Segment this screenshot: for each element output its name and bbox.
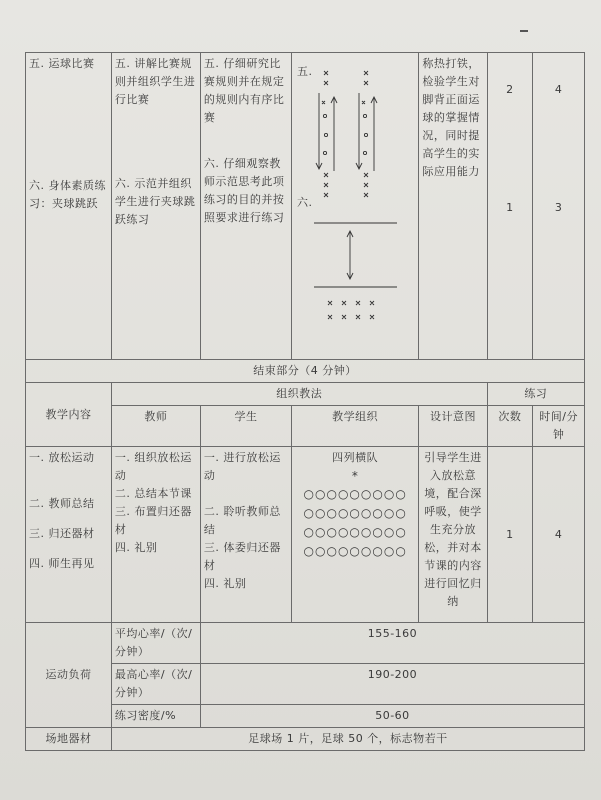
drill-row xyxy=(26,53,585,360)
venue-row xyxy=(26,728,585,751)
teacher-cell xyxy=(111,447,200,623)
load-metric-name: 练习密度/% xyxy=(111,705,200,728)
student-item: 三. 体委归还器材 xyxy=(203,541,281,572)
teacher-item: 四. 礼别 xyxy=(114,541,158,554)
header-teacher: 教师 xyxy=(111,406,200,447)
load-label: 运动负荷 xyxy=(26,623,112,728)
header-content: 教学内容 xyxy=(26,383,112,447)
count-value: 2 xyxy=(506,83,514,96)
student-cell xyxy=(200,53,291,360)
content-item: 四. 师生再见 xyxy=(29,557,95,570)
count-value: 1 xyxy=(487,447,533,623)
section-title: 结束部分（4 分钟） xyxy=(26,360,585,383)
closing-row xyxy=(26,447,585,623)
lesson-plan-table xyxy=(25,52,585,751)
formation-row: ○○○○○○○○○ xyxy=(303,525,407,539)
load-row xyxy=(26,623,585,664)
header-intent: 设计意图 xyxy=(419,406,487,447)
student-item: 四. 礼别 xyxy=(203,577,247,590)
header-student: 学生 xyxy=(200,406,291,447)
student-cell xyxy=(200,447,291,623)
venue-label: 场地器材 xyxy=(26,728,112,751)
time-value: 4 xyxy=(533,447,585,623)
teacher-item: 一. 组织放松运动 xyxy=(114,451,192,482)
dribble-drill-diagram xyxy=(316,71,377,197)
design-intent-text: 引导学生进入放松意境，配合深呼吸，使学生充分放松，并对本节课的内容进行回忆归纳 xyxy=(424,451,482,608)
teacher-cell xyxy=(111,53,200,360)
pen-mark xyxy=(520,30,528,32)
section-title-row xyxy=(26,360,585,383)
header-time: 时间/分钟 xyxy=(533,406,585,447)
jump-drill-diagram xyxy=(314,223,397,319)
count-cell xyxy=(487,53,533,360)
student-item: 二. 聆听教师总结 xyxy=(203,505,281,536)
organization-cell xyxy=(292,447,419,623)
load-metric-name: 平均心率/（次/分钟） xyxy=(111,623,200,664)
student-item: 一. 进行放松运动 xyxy=(203,451,281,482)
formation-title: 四列横队 xyxy=(332,451,379,464)
content-item: 六. 身体素质练习：夹球跳跃 xyxy=(29,179,106,210)
student-item: 五. 仔细研究比赛规则并在规定的规则内有序比赛 xyxy=(203,57,285,124)
diagram-label: 六. xyxy=(297,196,313,209)
teacher-position-star: * xyxy=(351,469,359,483)
teacher-item: 三. 布置归还器材 xyxy=(114,505,192,536)
content-item: 三. 归还器材 xyxy=(29,527,95,540)
count-value: 1 xyxy=(506,201,514,214)
design-intent-text: 称热打铁，检验学生对脚背正面运球的掌握情况，同时提高学生的实际应用能力 xyxy=(422,57,480,178)
design-intent-cell xyxy=(419,447,487,623)
load-metric-value: 190-200 xyxy=(200,664,584,705)
load-metric-value: 50-60 xyxy=(200,705,584,728)
content-cell xyxy=(26,53,112,360)
organization-diagram-cell xyxy=(292,53,419,360)
content-cell xyxy=(26,447,112,623)
formation-row: ○○○○○○○○○ xyxy=(303,506,407,520)
formation-row: ○○○○○○○○○ xyxy=(303,544,407,558)
teacher-item: 六. 示范并组织学生进行夹球跳跃练习 xyxy=(114,177,196,226)
teacher-item: 五. 讲解比赛规则并组织学生进行比赛 xyxy=(114,57,196,106)
load-metric-value: 155-160 xyxy=(200,623,584,664)
header-method: 组织教法 xyxy=(111,383,487,406)
time-cell xyxy=(533,53,585,360)
design-intent-cell xyxy=(419,53,487,360)
venue-value: 足球场 1 片，足球 50 个，标志物若干 xyxy=(111,728,584,751)
time-value: 3 xyxy=(554,201,563,214)
header-practice: 练习 xyxy=(487,383,584,406)
header-organization: 教学组织 xyxy=(292,406,419,447)
student-item: 六. 仔细观察教师示范思考此项练习的目的并按照要求进行练习 xyxy=(203,157,285,224)
load-metric-name: 最高心率/（次/分钟） xyxy=(111,664,200,705)
organization-diagram xyxy=(292,53,415,353)
content-item: 五. 运球比赛 xyxy=(29,57,95,70)
time-value: 4 xyxy=(554,83,563,96)
header-count: 次数 xyxy=(487,406,533,447)
content-item: 一. 放松运动 xyxy=(29,451,95,464)
header-row xyxy=(26,383,585,406)
formation-row: ○○○○○○○○○ xyxy=(303,487,407,501)
teacher-item: 二. 总结本节课 xyxy=(114,487,192,500)
diagram-label: 五. xyxy=(297,65,313,78)
content-item: 二. 教师总结 xyxy=(29,497,95,510)
